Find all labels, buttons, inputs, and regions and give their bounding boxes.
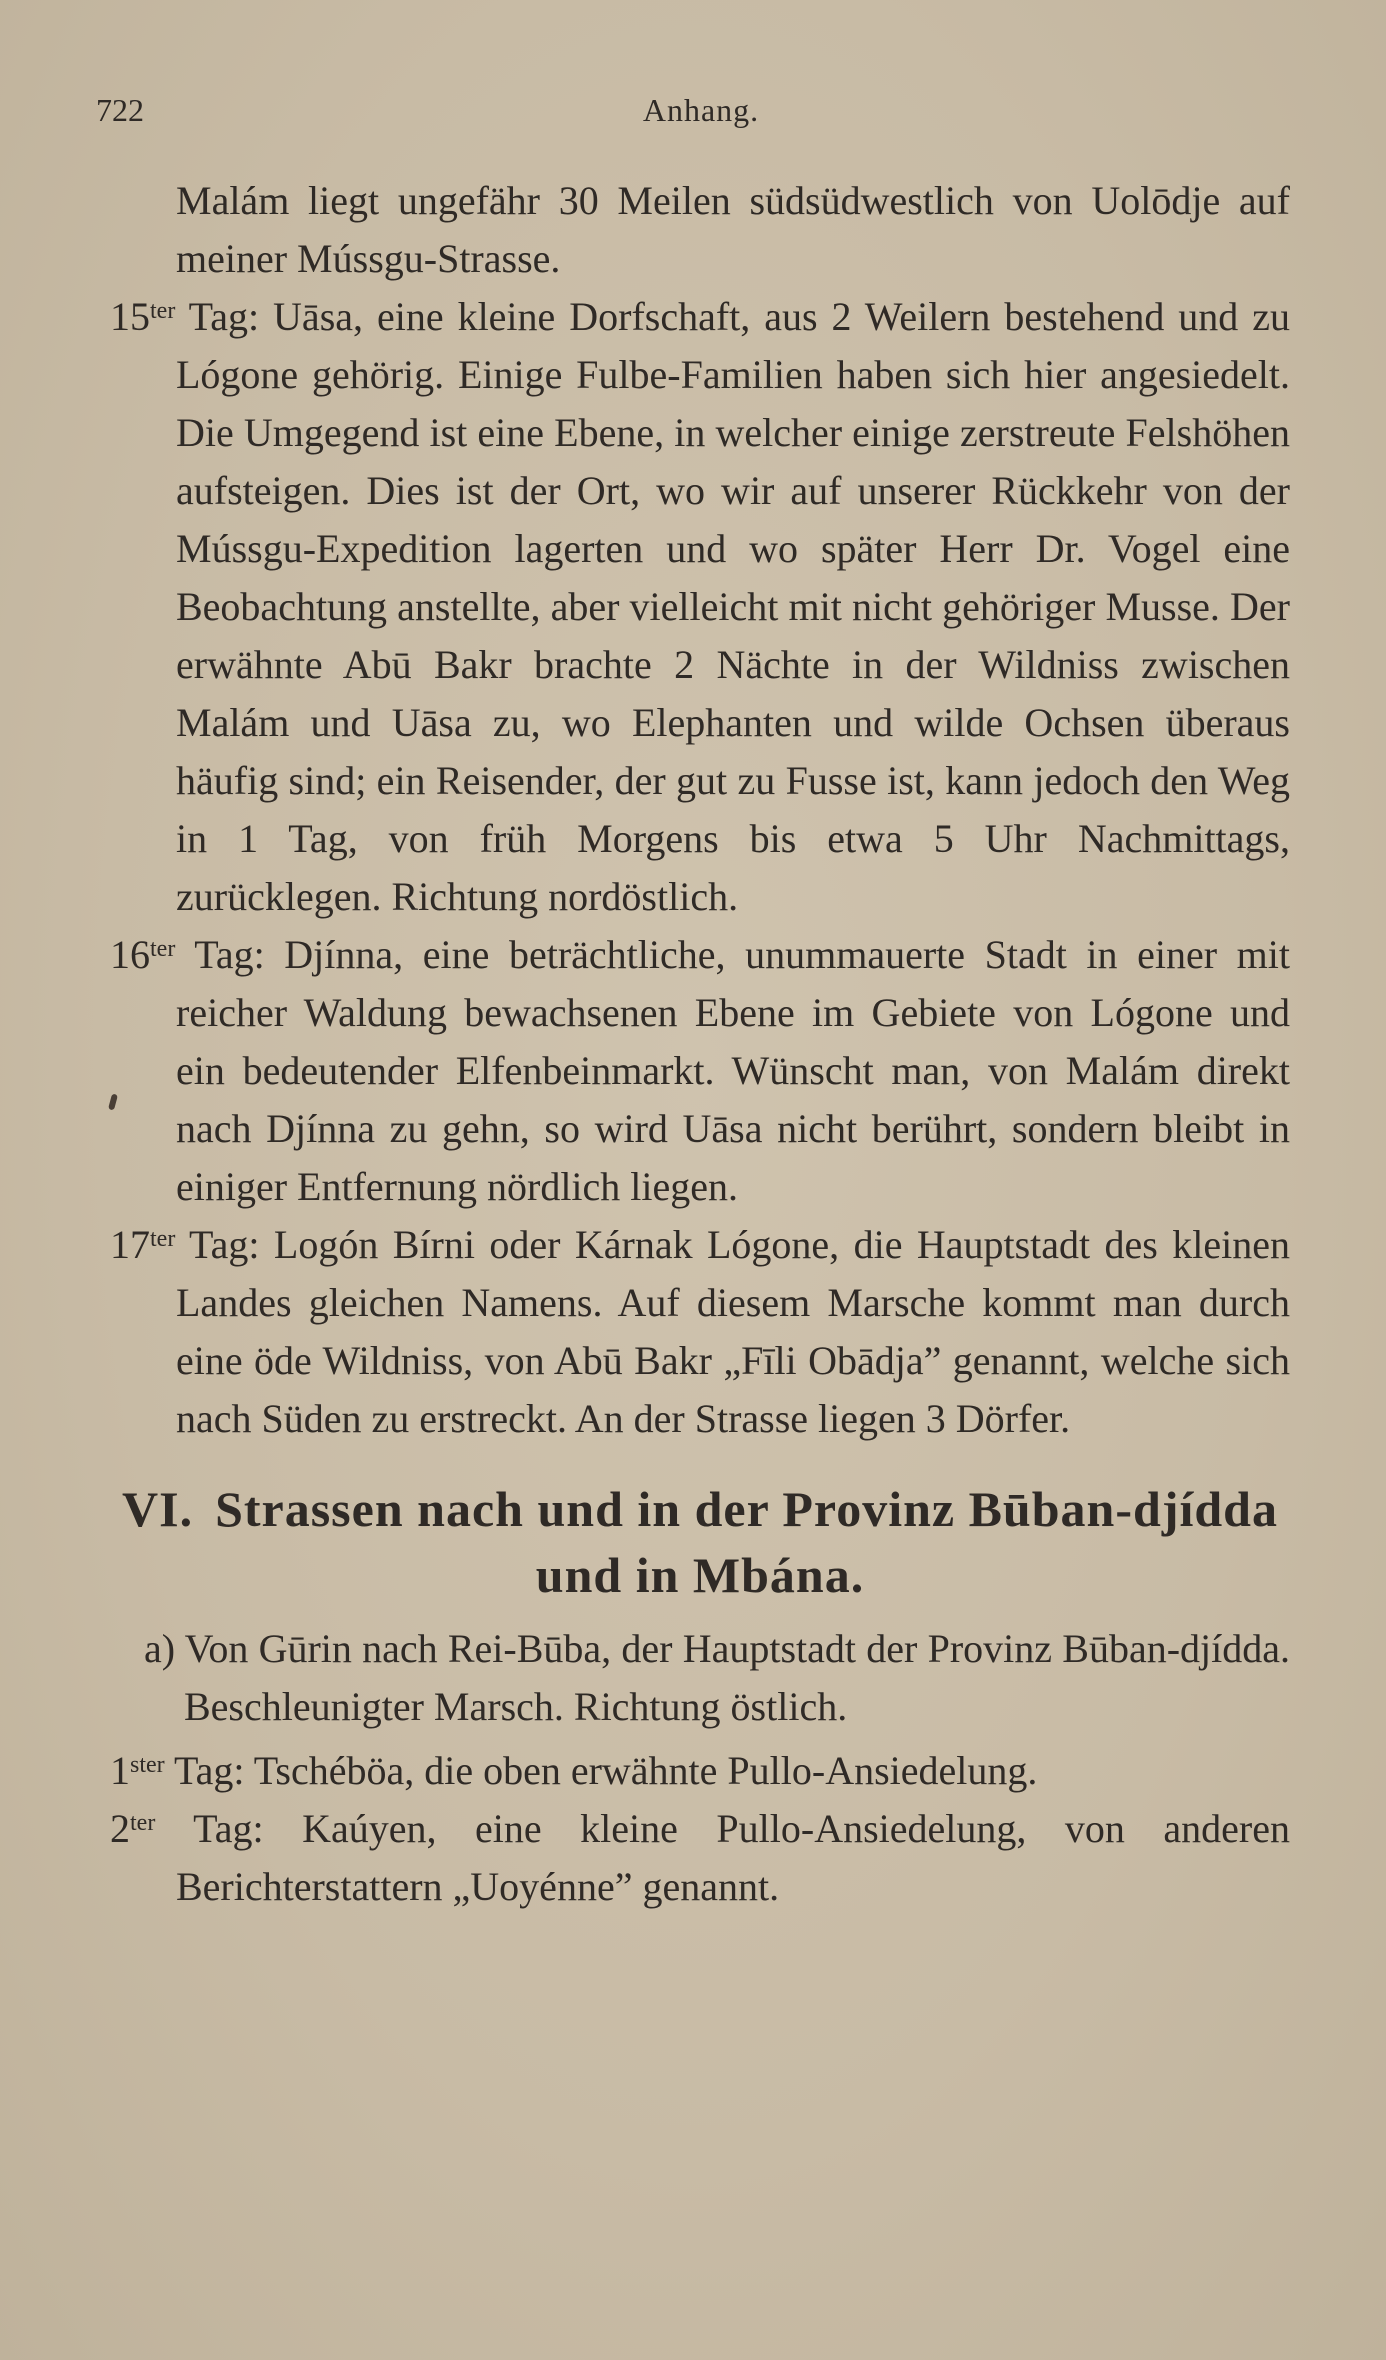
day-text: Logón Bírni oder Kárnak Lógone, die Hauptstadt des kleinen Landes gleichen Namens. Auf diesem Marsche kommt man durch eine öde Wildniss, von Abū Bakr „Fīli Obādja” genannt, welche sich nach Süden zu erstreckt. An der Strasse liegen 3 Dörfer. <box>176 1222 1291 1441</box>
day-entry-1 <box>110 1742 1290 1800</box>
subsection-heading: a) Von Gūrin nach Rei-Būba, der Hauptstadt der Provinz Būban-djídda. Beschleunigter Marsch. Richtung östlich. <box>144 1626 1290 1729</box>
section-numeral: VI. <box>122 1481 194 1537</box>
ordinal-suffix: ter <box>150 1226 176 1252</box>
section-title-line2: und in Mbána. <box>535 1547 865 1603</box>
page-number: 722 <box>96 92 144 128</box>
ordinal-suffix: ter <box>130 1810 156 1836</box>
day-entry-2 <box>110 1800 1290 1916</box>
day-number: 17 <box>110 1222 150 1267</box>
day-text: Tschéböa, die oben erwähnte Pullo-Ansiedelung. <box>253 1748 1038 1793</box>
day-entry-15 <box>110 288 1290 926</box>
day-text: Kaúyen, eine kleine Pullo-Ansiedelung, von anderen Berichterstattern „Uoyénne” genannt. <box>176 1806 1291 1909</box>
day-number: 2 <box>110 1806 130 1851</box>
day-entry-16 <box>110 926 1290 1216</box>
day-label <box>110 294 259 339</box>
day-number: 16 <box>110 932 150 977</box>
section-title-line1: Strassen nach und in der Provinz Būban-djídda <box>215 1481 1278 1537</box>
section-heading <box>110 1476 1290 1608</box>
day-label <box>110 1748 244 1793</box>
page-header <box>96 92 1306 136</box>
tag-word: Tag: <box>173 1748 245 1793</box>
tag-word: Tag: <box>188 294 260 339</box>
continuation-paragraph: Malám liegt ungefähr 30 Meilen südsüdwestlich von Uolōdje auf meiner Mússgu-Strasse. <box>176 178 1290 281</box>
ordinal-suffix: ter <box>150 936 176 962</box>
body-text <box>110 172 1290 1916</box>
ordinal-suffix: ter <box>150 298 176 324</box>
running-head: Anhang. <box>642 92 760 128</box>
ordinal-suffix: ster <box>130 1752 165 1778</box>
day-text: Djínna, eine beträchtliche, unummauerte Stadt in einer mit reicher Waldung bewachsenen Ebene im Gebiete von Lógone und ein bedeutender Elfenbeinmarkt. Wünscht man, von Malám direkt nach Djínna zu gehn, so wird Uāsa nicht berührt, sondern bleibt in einiger Entfernung nördlich liegen. <box>176 932 1291 1209</box>
day-label <box>110 932 265 977</box>
tag-word: Tag: <box>194 932 265 977</box>
day-label <box>110 1806 264 1851</box>
day-text: Uāsa, eine kleine Dorfschaft, aus 2 Weilern bestehend und zu Lógone gehörig. Einige Fulbe-Familien haben sich hier angesiedelt. Die Umgegend ist eine Ebene, in welcher einige zerstreute Felshöhen aufsteigen. Dies ist der Ort, wo wir auf unserer Rückkehr von der Mússgu-Expedition lagerten und wo später Herr Dr. Vogel eine Beobachtung anstellte, aber vielleicht mit nicht gehöriger Musse. Der erwähnte Abū Bakr brachte 2 Nächte in der Wildniss zwischen Malám und Uāsa zu, wo Elephanten und wilde Ochsen überaus häufig sind; ein Reisender, der gut zu Fusse ist, kann jedoch den Weg in 1 Tag, von früh Morgens bis etwa 5 Uhr Nachmittags, zurücklegen. Richtung nordöstlich. <box>176 294 1291 919</box>
tag-word: Tag: <box>189 1222 260 1267</box>
day-number: 15 <box>110 294 150 339</box>
day-label <box>110 1222 260 1267</box>
tag-word: Tag: <box>193 1806 264 1851</box>
day-number: 1 <box>110 1748 130 1793</box>
day-entry-17 <box>110 1216 1290 1448</box>
